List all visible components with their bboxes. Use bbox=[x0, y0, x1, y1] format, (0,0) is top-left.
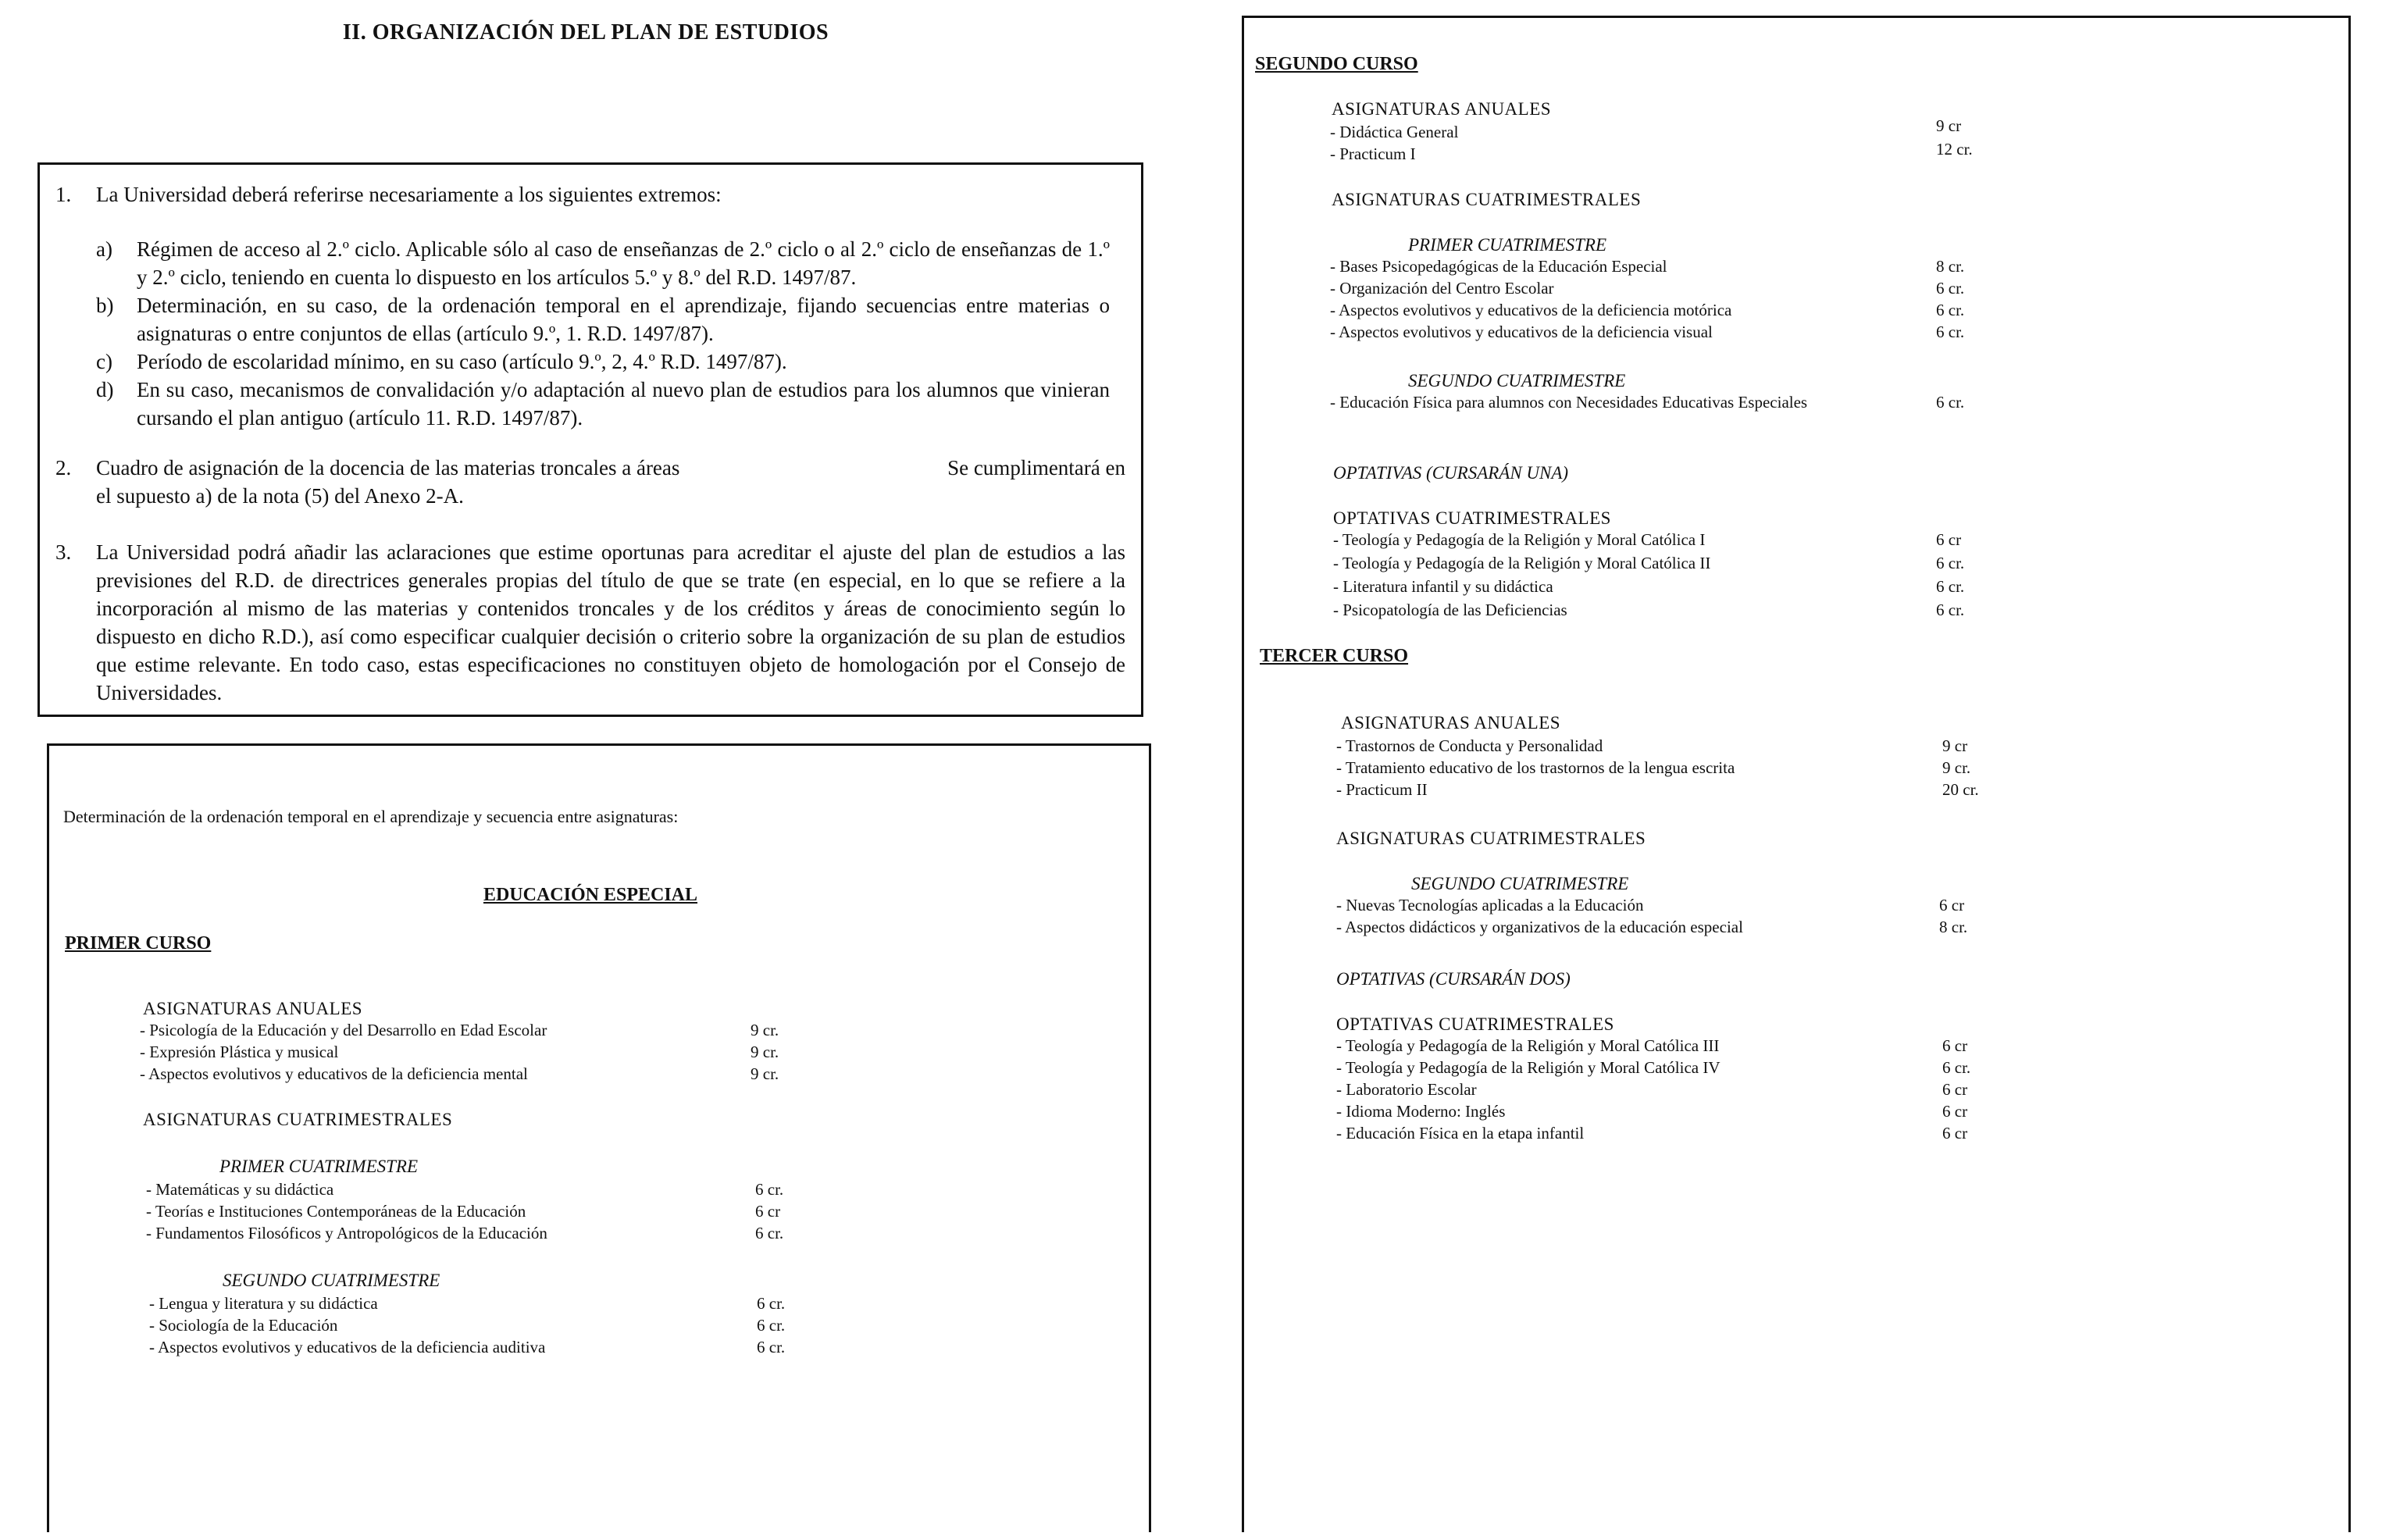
anuales-label: ASIGNATURAS ANUALES bbox=[143, 999, 363, 1018]
subject-name: - Idioma Moderno: Inglés bbox=[1336, 1102, 1506, 1121]
instruction-text: La Universidad deberá referirse necesariamente a los siguientes extremos: bbox=[96, 183, 722, 206]
segundo-curso-heading: SEGUNDO CURSO bbox=[1255, 54, 1418, 74]
anuales-label: ASIGNATURAS ANUALES bbox=[1341, 713, 1561, 733]
subject-name: - Lengua y literatura y su didáctica bbox=[149, 1294, 378, 1313]
subject-name: - Fundamentos Filosóficos y Antropológicos de la Educación bbox=[146, 1224, 547, 1242]
subject-credits: 6 cr. bbox=[755, 1180, 784, 1199]
instruction-line bbox=[96, 454, 1125, 482]
ordering-box bbox=[47, 743, 1151, 1532]
subject-credits: 6 cr. bbox=[1936, 279, 1965, 298]
instruction-text-line2: el supuesto a) de la nota (5) del Anexo 2-A. bbox=[96, 484, 464, 508]
subject-credits: 9 cr. bbox=[751, 1043, 779, 1061]
subject-credits: 20 cr. bbox=[1942, 780, 1979, 799]
subject-name: - Teología y Pedagogía de la Religión y Moral Católica I bbox=[1333, 530, 1706, 549]
sub-letter: b) bbox=[96, 294, 114, 317]
subject-name: - Organización del Centro Escolar bbox=[1330, 279, 1554, 298]
subject-name: - Expresión Plástica y musical bbox=[140, 1043, 339, 1061]
segundo-cuatrimestre-label: SEGUNDO CUATRIMESTRE bbox=[1411, 874, 1629, 893]
anuales-label: ASIGNATURAS ANUALES bbox=[1332, 99, 1552, 119]
subject-credits: 6 cr bbox=[1942, 1080, 1968, 1099]
subject-credits: 6 cr bbox=[1942, 1102, 1968, 1121]
subject-name: - Sociología de la Educación bbox=[149, 1316, 338, 1335]
subject-credits: 6 cr. bbox=[1936, 554, 1965, 572]
subject-credits: 6 cr bbox=[1942, 1124, 1968, 1143]
instruction-number: 1. bbox=[55, 183, 72, 206]
subject-credits: 12 cr. bbox=[1936, 140, 1973, 159]
instructions-box bbox=[37, 162, 1143, 717]
primer-cuatrimestre-label: PRIMER CUATRIMESTRE bbox=[1408, 235, 1607, 255]
subject-credits: 8 cr. bbox=[1939, 918, 1968, 936]
subject-credits: 6 cr bbox=[1939, 896, 1965, 914]
primer-curso-heading: PRIMER CURSO bbox=[65, 933, 212, 954]
subject-credits: 9 cr bbox=[1936, 116, 1962, 135]
subject-name: - Teorías e Instituciones Contemporáneas de la Educación bbox=[146, 1202, 526, 1221]
subject-credits: 9 cr. bbox=[751, 1021, 779, 1039]
subject-name: - Educación Física para alumnos con Necesidades Educativas Especiales bbox=[1330, 393, 1808, 412]
segundo-cuatrimestre-label: SEGUNDO CUATRIMESTRE bbox=[1408, 371, 1626, 390]
instruction-text-left: Cuadro de asignación de la docencia de las materias troncales a áreas bbox=[96, 456, 680, 479]
subject-credits: 6 cr. bbox=[1936, 601, 1965, 619]
optativas-label: OPTATIVAS (CURSARÁN DOS) bbox=[1336, 969, 1571, 989]
subject-name: - Aspectos evolutivos y educativos de la deficiencia visual bbox=[1330, 323, 1713, 341]
subject-name: - Aspectos evolutivos y educativos de la deficiencia auditiva bbox=[149, 1338, 546, 1356]
subject-name: - Teología y Pedagogía de la Religión y Moral Católica IV bbox=[1336, 1058, 1721, 1077]
right-column-box bbox=[1242, 16, 2351, 1532]
subject-credits: 6 cr bbox=[755, 1202, 781, 1221]
subject-credits: 6 cr bbox=[1942, 1036, 1968, 1055]
tercer-curso-heading: TERCER CURSO bbox=[1260, 646, 1409, 666]
segundo-cuatrimestre-label: SEGUNDO CUATRIMESTRE bbox=[223, 1271, 440, 1290]
sub-letter: c) bbox=[96, 350, 112, 373]
subject-name: - Teología y Pedagogía de la Religión y Moral Católica II bbox=[1333, 554, 1711, 572]
sub-text: En su caso, mecanismos de convalidación y/o adaptación al nuevo plan de estudios para los alumnos que vinieran cursando el plan antiguo (artículo 11. R.D. 1497/87). bbox=[137, 378, 1110, 430]
instruction-text bbox=[96, 454, 1125, 510]
sub-text: Determinación, en su caso, de la ordenación temporal en el aprendizaje, fijando secuencias entre materias o asignaturas o entre conjuntos de ellas (artículo 9.º, 1. R.D. 1497/87). bbox=[137, 294, 1110, 345]
subject-credits: 6 cr. bbox=[1936, 323, 1965, 341]
subject-name: - Bases Psicopedagógicas de la Educación Especial bbox=[1330, 257, 1667, 276]
subject-name: - Aspectos evolutivos y educativos de la deficiencia motórica bbox=[1330, 301, 1732, 319]
subject-credits: 6 cr. bbox=[757, 1294, 786, 1313]
subject-name: - Psicología de la Educación y del Desarrollo en Edad Escolar bbox=[140, 1021, 547, 1039]
instruction-text: La Universidad podrá añadir las aclaraciones que estime oportunas para acreditar el ajuste del plan de estudios a las previsiones del R.D. de directrices generales propias del título de que se trate (en especial, en lo que se refiere a la incorporación al mismo de las materias y contenidos troncales y de los créditos y áreas de conocimiento según lo dispuesto en dicho R.D.), así como especificar cualquier decisión o criterio sobre la organización de su plan de estudios que estime relevante. En todo caso, estas especificaciones no constituyen objeto de homologación por el Consejo de Universidades. bbox=[96, 540, 1125, 704]
subject-credits: 8 cr. bbox=[1936, 257, 1965, 276]
instruction-text-right: Se cumplimentará en bbox=[947, 456, 1125, 479]
sub-text: Período de escolaridad mínimo, en su caso (artículo 9.º, 2, 4.º R.D. 1497/87). bbox=[137, 350, 787, 373]
sub-text: Régimen de acceso al 2.º ciclo. Aplicable sólo al caso de enseñanzas de 2.º ciclo o al 2.º ciclo de enseñanzas de 1.º y 2.º ciclo, teniendo en cuenta lo dispuesto en los artículos 5.º y 8.º del R.D. 1497/87. bbox=[137, 237, 1110, 289]
cuatrimestrales-label: ASIGNATURAS CUATRIMESTRALES bbox=[143, 1110, 453, 1129]
cuatrimestrales-label: ASIGNATURAS CUATRIMESTRALES bbox=[1336, 829, 1646, 848]
subject-credits: 6 cr bbox=[1936, 530, 1962, 549]
cuatrimestrales-label: ASIGNATURAS CUATRIMESTRALES bbox=[1332, 190, 1642, 209]
subject-credits: 9 cr. bbox=[751, 1064, 779, 1083]
instruction-number: 3. bbox=[55, 540, 72, 564]
subject-credits: 6 cr. bbox=[1936, 577, 1965, 596]
subject-credits: 6 cr. bbox=[1936, 301, 1965, 319]
subject-name: - Nuevas Tecnologías aplicadas a la Educación bbox=[1336, 896, 1644, 914]
subject-credits: 6 cr. bbox=[757, 1316, 786, 1335]
primer-cuatrimestre-label: PRIMER CUATRIMESTRE bbox=[219, 1157, 419, 1176]
subject-name: - Matemáticas y su didáctica bbox=[146, 1180, 334, 1199]
optativas-label: OPTATIVAS (CURSARÁN UNA) bbox=[1333, 463, 1569, 483]
subject-name: - Teología y Pedagogía de la Religión y Moral Católica III bbox=[1336, 1036, 1720, 1055]
optativas-cuatrimestrales-label: OPTATIVAS CUATRIMESTRALES bbox=[1336, 1014, 1614, 1034]
page-title: II. ORGANIZACIÓN DEL PLAN DE ESTUDIOS bbox=[342, 20, 829, 45]
subject-name: - Tratamiento educativo de los trastornos de la lengua escrita bbox=[1336, 758, 1735, 777]
optativas-cuatrimestrales-label: OPTATIVAS CUATRIMESTRALES bbox=[1333, 508, 1611, 528]
subject-credits: 6 cr. bbox=[1942, 1058, 1971, 1077]
subject-name: - Aspectos evolutivos y educativos de la deficiencia mental bbox=[140, 1064, 528, 1083]
subject-name: - Literatura infantil y su didáctica bbox=[1333, 577, 1553, 596]
subject-credits: 6 cr. bbox=[1936, 393, 1965, 412]
sub-letter: a) bbox=[96, 237, 112, 261]
subject-name: - Aspectos didácticos y organizativos de la educación especial bbox=[1336, 918, 1743, 936]
instruction-number: 2. bbox=[55, 456, 72, 479]
subject-credits: 9 cr. bbox=[1942, 758, 1971, 777]
subject-name: - Practicum I bbox=[1330, 144, 1416, 163]
subject-name: - Trastornos de Conducta y Personalidad bbox=[1336, 736, 1603, 755]
subject-credits: 6 cr. bbox=[757, 1338, 786, 1356]
subject-name: - Psicopatología de las Deficiencias bbox=[1333, 601, 1567, 619]
subject-credits: 9 cr bbox=[1942, 736, 1968, 755]
subject-name: - Educación Física en la etapa infantil bbox=[1336, 1124, 1585, 1143]
sub-letter: d) bbox=[96, 378, 114, 401]
program-title: EDUCACIÓN ESPECIAL bbox=[483, 885, 698, 905]
subject-name: - Laboratorio Escolar bbox=[1336, 1080, 1477, 1099]
ordering-intro: Determinación de la ordenación temporal en el aprendizaje y secuencia entre asignaturas: bbox=[63, 807, 679, 826]
subject-name: - Didáctica General bbox=[1330, 123, 1459, 141]
subject-name: - Practicum II bbox=[1336, 780, 1428, 799]
subject-credits: 6 cr. bbox=[755, 1224, 784, 1242]
